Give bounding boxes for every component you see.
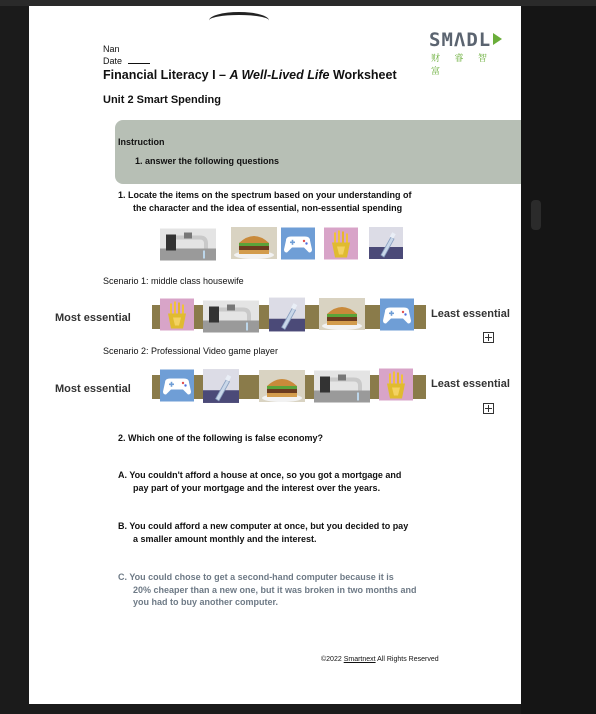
item-burger[interactable] [231,225,277,261]
worksheet-page [29,6,521,704]
copyright-footer: ©2022 Smartnext All Rights Reserved [321,656,439,663]
scenario-1-item-gamepad[interactable] [380,296,414,333]
gamepad-icon [160,368,194,403]
scenario-1-item-bottle[interactable] [269,296,305,333]
scenario-2-item-bottle[interactable] [203,367,239,405]
name-label: Nan [103,44,120,54]
item-bottle[interactable] [369,224,403,262]
scenario-2-most-essential: Most essential [55,383,131,395]
scenario-2-item-gamepad[interactable] [160,368,194,403]
gamepad-icon [281,226,315,261]
date-label: Date [103,56,150,66]
scenario-1-most-essential: Most essential [55,312,131,324]
scenario-2-item-faucet[interactable] [314,370,370,403]
bottle-icon [269,296,305,333]
logo-triangle-icon [493,33,502,45]
logo-wordmark: SMΛDL [429,29,492,51]
scribble-mark [209,12,269,29]
item-fries[interactable] [324,226,358,261]
question-1: 1. Locate the items on the spectrum based on your understanding of the character and the idea of essential, non-essential spending [118,190,412,213]
item-gamepad[interactable] [281,226,315,261]
instruction-item: 1. answer the following questions [135,156,280,166]
burger-icon [231,225,277,261]
bottle-icon [203,367,239,405]
logo-subtitle: 财 睿 智 富 [431,53,494,76]
scenario-2-expand-icon[interactable] [483,403,494,414]
burger-icon [259,368,305,404]
scenario-1-item-faucet[interactable] [203,300,259,333]
instruction-box [115,120,521,184]
scrollbar-thumb[interactable] [531,200,541,230]
option-a: A. You couldn't afford a house at once, so you got a mortgage and pay part of your mortgage and the interest over the years. [118,470,402,493]
scenario-1-item-fries[interactable] [160,297,194,332]
scenario-2-item-fries[interactable] [379,366,413,403]
faucet-icon [203,300,259,333]
option-c: C. You could chose to get a second-hand computer because it is 20% cheaper than a new one, but it was broken in two months and you had to buy another computer. [118,572,417,607]
scenario-2-label: Scenario 2: Professional Video game player [103,346,278,356]
faucet-icon [314,370,370,403]
bottle-icon [369,224,403,262]
fries-icon [324,226,358,261]
fries-icon [160,297,194,332]
scenario-2-item-burger[interactable] [259,368,305,404]
instruction-heading: Instruction [118,137,165,147]
unit-heading: Unit 2 Smart Spending [103,94,221,106]
option-b: B. You could afford a new computer at once, but you decided to pay a smaller amount monthly and the interest. [118,521,409,544]
viewer-side-panel [521,6,596,714]
scenario-2-least-essential: Least essential [431,378,510,390]
smartnext-logo [429,29,509,76]
gamepad-icon [380,296,414,333]
page-title: Financial Literacy I – A Well-Lived Life Worksheet [103,68,397,82]
burger-icon [319,296,365,332]
scenario-1-item-burger[interactable] [319,296,365,332]
question-2: 2. Which one of the following is false economy? [118,433,324,443]
item-faucet[interactable] [160,228,216,261]
fries-icon [379,366,413,403]
scenario-1-label: Scenario 1: middle class housewife [103,276,244,286]
faucet-icon [160,228,216,261]
scenario-1-expand-icon[interactable] [483,332,494,343]
scenario-1-least-essential: Least essential [431,308,510,320]
